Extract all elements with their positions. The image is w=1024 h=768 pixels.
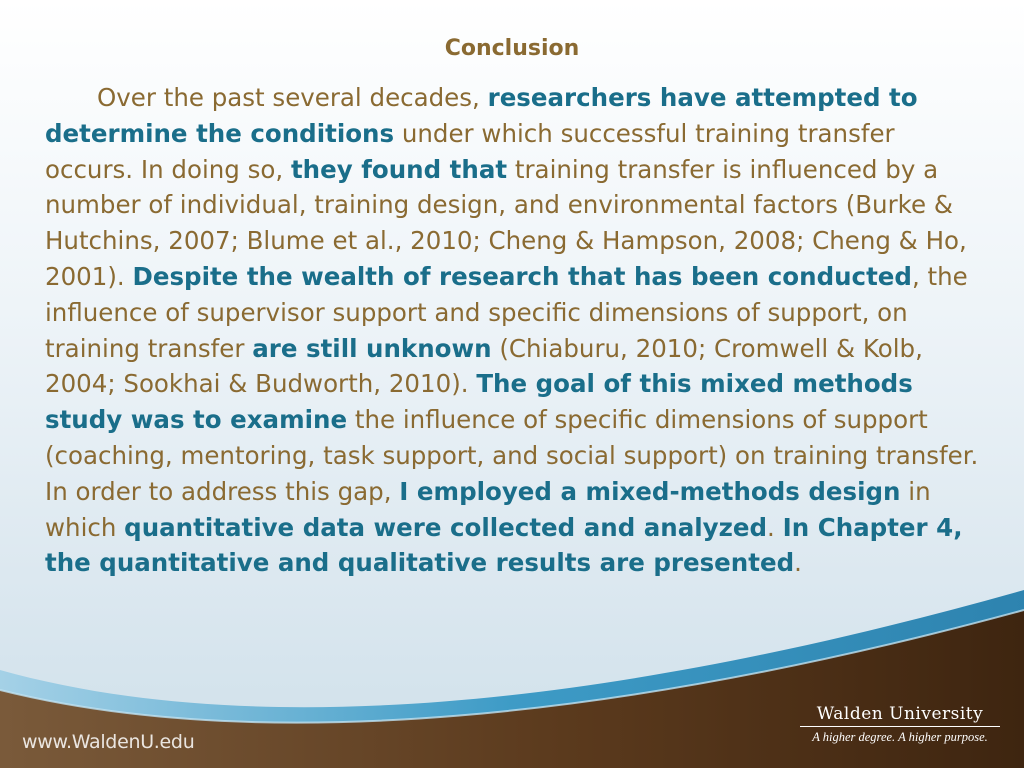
emphasis-text: researchers have attempted to determine the conditions [45, 83, 918, 148]
body-text-run: in which [45, 476, 931, 542]
body-text-run: training transfer is influenced by a number of individual, training design, and environmental factors (Burke & Hutchins, 2007; Blume et al., 2010; Cheng & Hampson, 2008; Cheng & Ho, 2001). [45, 154, 967, 291]
walden-logo [800, 704, 1000, 745]
body-text-run: (Chiaburu, 2010; Cromwell & Kolb, 2004; Sookhai & Budworth, 2010). [45, 333, 923, 399]
body-text-run: under which successful training transfer occurs. In doing so, [45, 118, 895, 184]
body-text-run: , the influence of supervisor support and specific dimensions of support, on training transfer [45, 261, 968, 363]
body-text-run: . [767, 512, 783, 542]
footer-url: www.WaldenU.edu [22, 731, 195, 753]
emphasis-text: The goal of this mixed methods study was to examine [45, 369, 913, 435]
conclusion-paragraph [45, 80, 985, 581]
emphasis-text: are still unknown [252, 333, 492, 363]
logo-name: Walden University [800, 704, 1000, 727]
body-text-run: Over the past several decades, [97, 83, 488, 112]
slide-title: Conclusion [444, 36, 580, 61]
emphasis-text: quantitative data were collected and analyzed [124, 512, 768, 542]
emphasis-text: I employed a mixed-methods design [399, 476, 901, 506]
body-text-run: . [794, 548, 802, 578]
emphasis-text: In Chapter 4, the quantitative and qualitative results are presented [45, 512, 963, 578]
body-text-run: the influence of specific dimensions of support (coaching, mentoring, task support, and social support) on training transfer. In order to address this gap, [45, 405, 979, 506]
emphasis-text: Despite the wealth of research that has been conducted [132, 261, 912, 291]
emphasis-text: they found that [290, 154, 508, 184]
logo-tagline: A higher degree. A higher purpose. [812, 730, 988, 744]
